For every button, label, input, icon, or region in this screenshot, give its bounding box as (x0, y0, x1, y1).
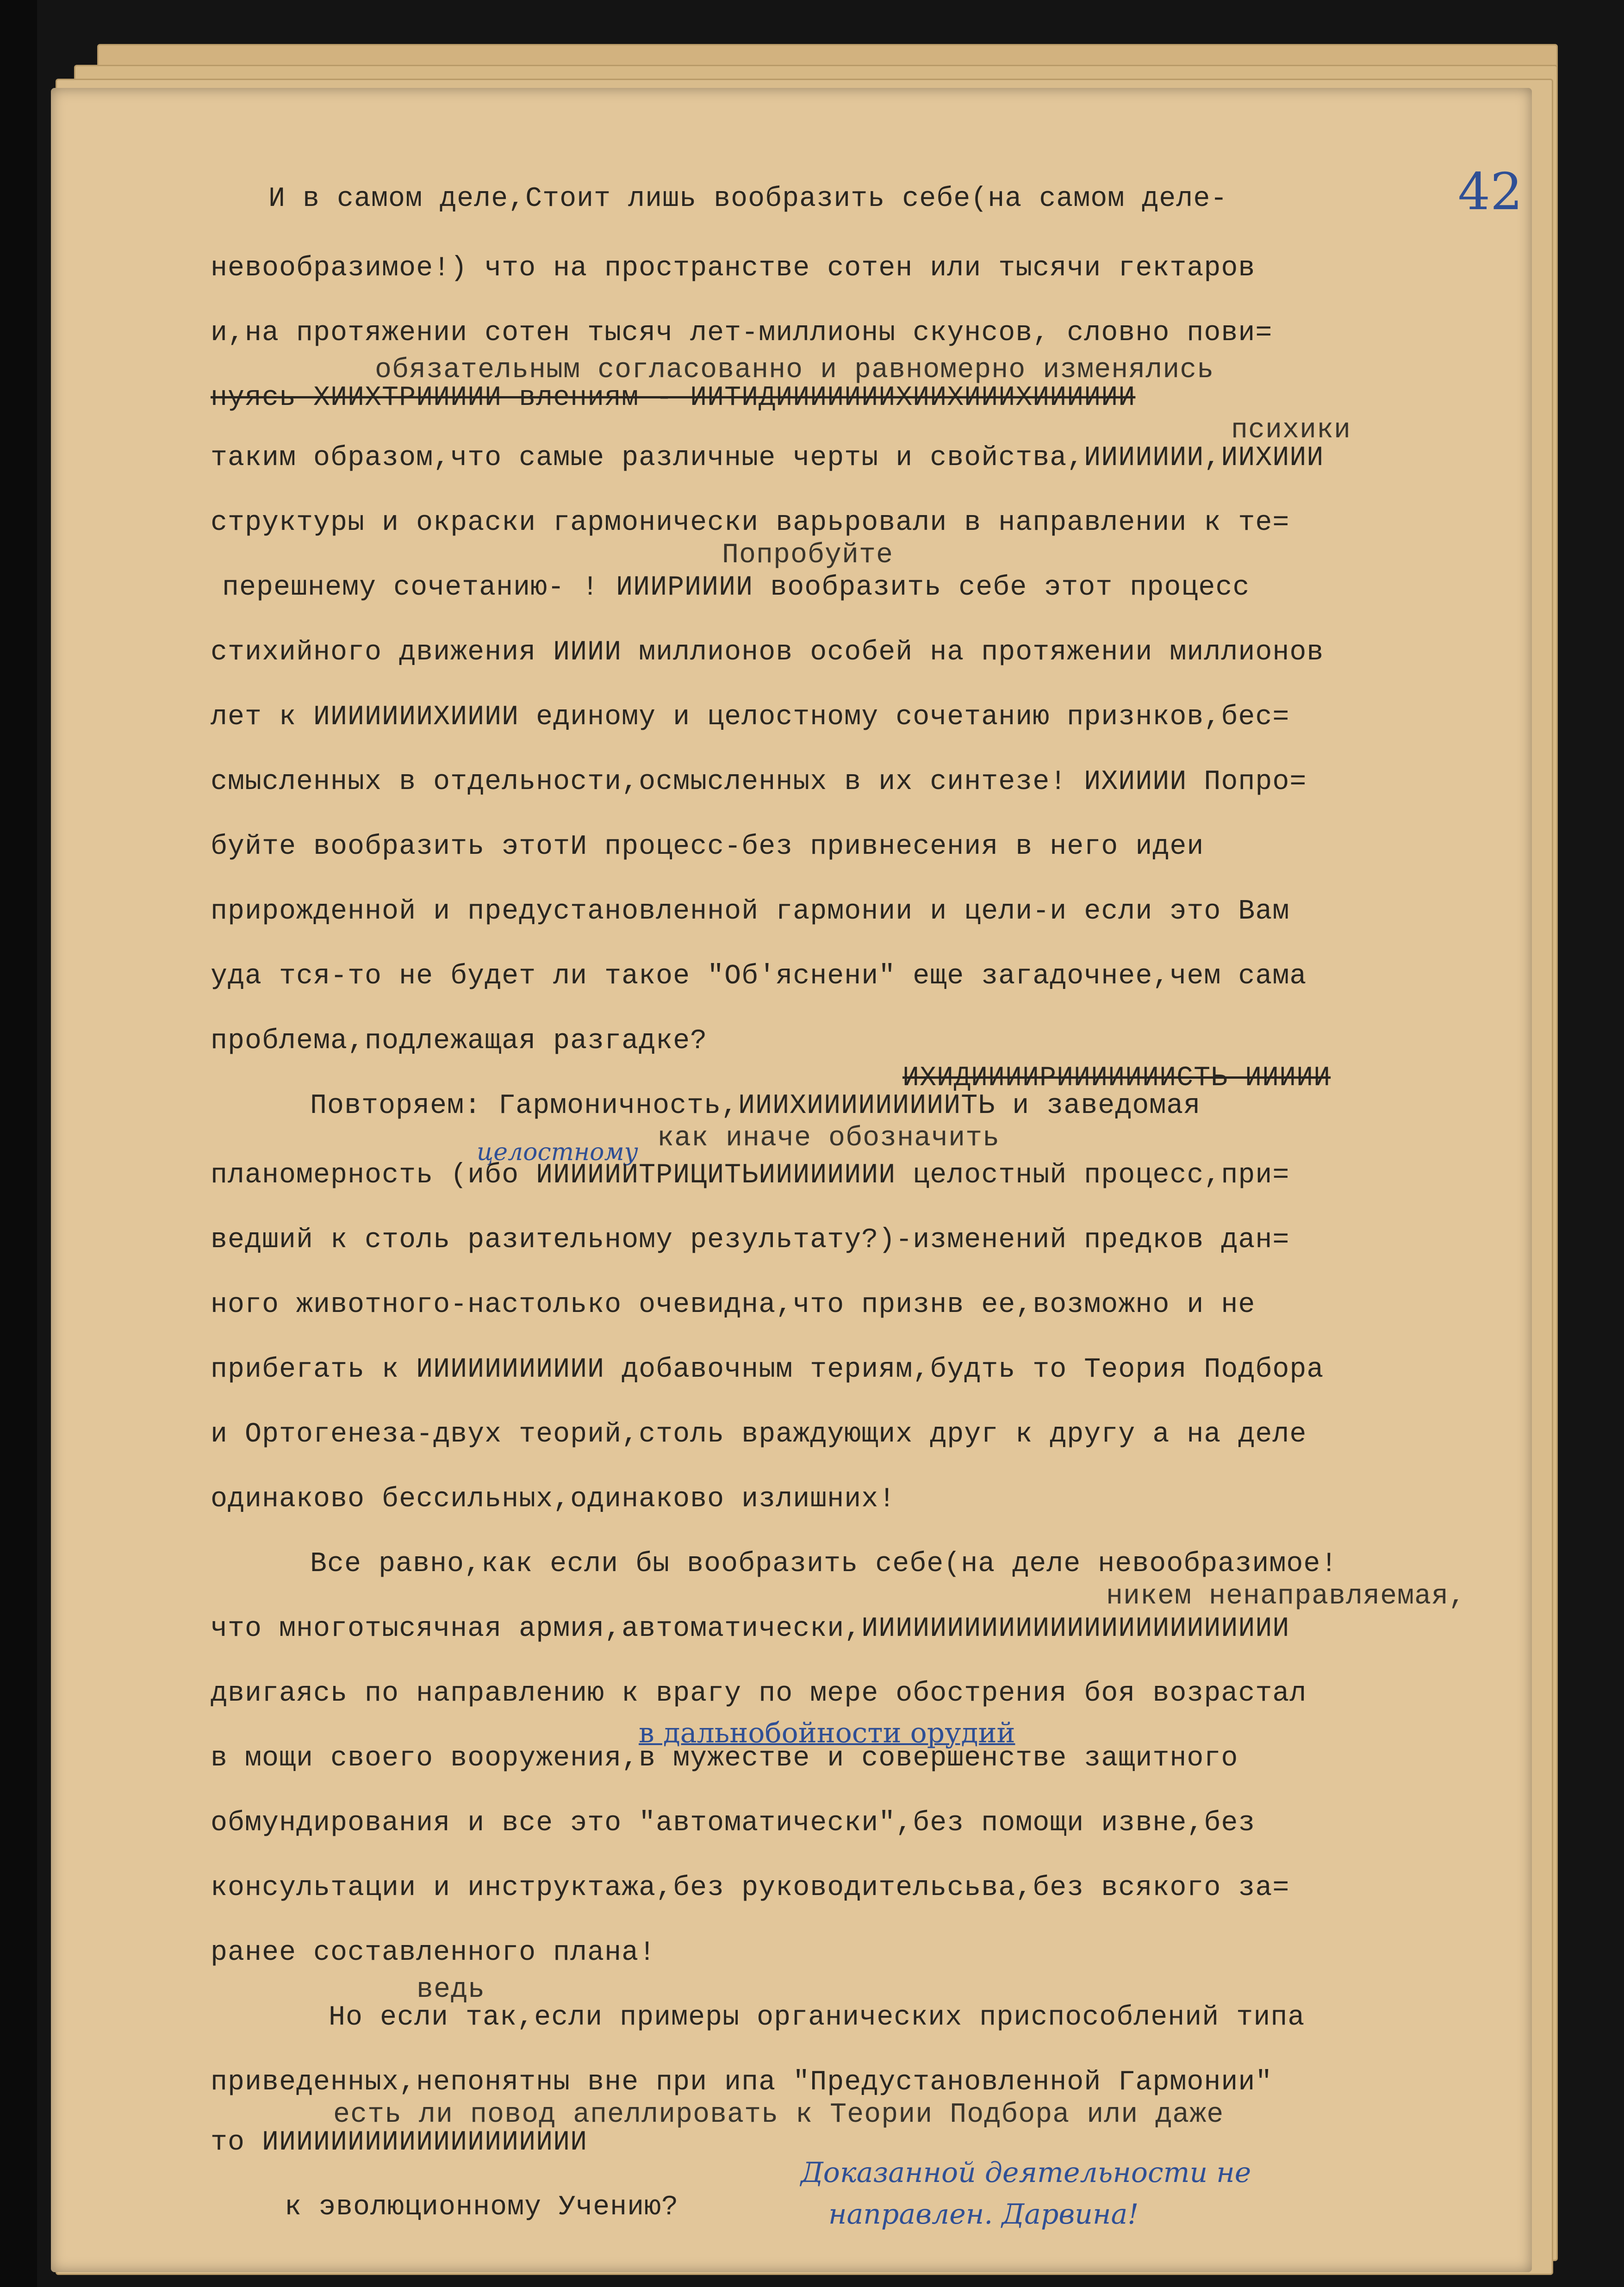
text-line-03: и,на протяжении сотен тысяч лет-миллионы скунсов, словно пови= (211, 317, 1273, 349)
text-line-11: стихийного движения ИИИИ миллионов особей на протяжении миллионов (211, 637, 1324, 668)
text-line-19: Повторяем: Гармоничность,ИИИХИИИИИИИИИТЬ и заведомая (310, 1090, 1201, 1122)
text-line-17: проблема,подлежащая разгадке? (211, 1025, 708, 1057)
text-line-24: прибегать к ИИИИИИИИИИИ добавочным териям,будть то Теория Подбора (211, 1354, 1324, 1386)
text-line-20-insert: как иначе обозначить (657, 1123, 1000, 1154)
text-line-28-insert: никем ненаправляемая, (1106, 1581, 1466, 1612)
text-line-38: приведенных,непонятны вне при ипа "Предустановленной Гармонии" (211, 2067, 1273, 2098)
text-line-08: структуры и окраски гармонически варьровали в направлении к те= (211, 507, 1290, 539)
text-line-34: консультации и инструктажа,без руководительсьва,без всякого за= (211, 1872, 1290, 1904)
text-line-37: Но если так,если примеры органических приспособлений типа (329, 2002, 1305, 2033)
text-line-25: и Ортогенеза-двух теорий,столь враждующих друг к другу а на деле (211, 1419, 1307, 1450)
text-line-14: буйте вообразить этотИ процесс-без привнесения в него идеи (211, 831, 1204, 863)
text-line-32: в мощи своего вооружения,в мужестве и совершенстве защитного (211, 1743, 1238, 1774)
text-line-05: нуясь ХИИХТРИИИИИ влениям - ИИТИДИИИИИИИХИИХИИИХИИИИИИ (211, 382, 1136, 414)
text-line-10: перешнему сочетанию- ! ИИИРИИИИ вообразить себе этот процесс (222, 572, 1250, 603)
text-line-18-insert: ИХИДИИИИРИИИИИИИСТЬ ИИИИИ (902, 1063, 1331, 1094)
handwritten-closing-note-1: Доказанной деятельности не (801, 2156, 1251, 2189)
text-line-29: что многотысячная армия,автоматически,ИИИИИИИИИИИИИИИИИИИИИИИИИ (211, 1613, 1290, 1645)
text-line-31-insert: в дальнобойности орудий (639, 1717, 1015, 1749)
text-line-16: уда тся-то не будет ли такое "Об'яснени" еще загадочнее,чем сама (211, 961, 1307, 992)
typed-page (51, 88, 1532, 2272)
text-line-26: одинаково бессильных,одинаково излишних! (211, 1484, 896, 1515)
text-line-39-insert: есть ли повод апеллировать к Теории Подбора или даже (333, 2099, 1224, 2131)
text-line-27: Все равно,как если бы вообразить себе(на деле невообразимое! (310, 1548, 1338, 1580)
text-line-02: невообразимое!) что на пространстве сотен или тысячи гектаров (211, 253, 1256, 284)
binder-edge (0, 0, 37, 2287)
text-line-33: обмундирования и все это "автоматически",без помощи извне,без (211, 1808, 1256, 1839)
text-line-21: планомерность (ибо ИИИИИИТРИЦИТЬИИИИИИИИ целостный процесс,при= (211, 1160, 1290, 1191)
text-line-35: ранее составленного плана! (211, 1937, 656, 1969)
handwritten-closing-note-2: направлен. Дарвина! (828, 2198, 1139, 2231)
text-line-01: И в самом деле,Стоит лишь вообразить себе(на самом деле- (268, 183, 1228, 215)
text-line-04-insert: обязательным согласованно и равномерно изменялись (375, 354, 1214, 386)
text-line-07: таким образом,что самые различные черты и свойства,ИИИИИИИ,ИИХИИИ (211, 442, 1324, 474)
text-line-23: ного животного-настолько очевидна,что признв ее,возможно и не (211, 1289, 1256, 1321)
page-number: 42 (1458, 162, 1523, 221)
text-line-12: лет к ИИИИИИИХИИИИ единому и целостному сочетанию признков,бес= (211, 702, 1290, 733)
handwritten-insert: целостному (477, 1138, 638, 1166)
text-line-30: двигаясь по направлению к врагу по мере обострения боя возрастал (211, 1678, 1307, 1709)
text-line-40: то ИИИИИИИИИИИИИИИИИИИ (211, 2127, 588, 2158)
text-line-22: ведший к столь разительному результату?)-изменений предков дан= (211, 1224, 1290, 1256)
text-line-06-insert: психики (1231, 415, 1351, 446)
text-line-09-insert: Попробуйте (722, 540, 894, 571)
text-line-41: к эволюционному Учению? (285, 2192, 679, 2223)
text-line-36-insert: ведь (417, 1974, 485, 2006)
text-line-13: смысленных в отдельности,осмысленных в их синтезе! ИХИИИИ Попро= (211, 766, 1307, 798)
text-line-15: прирожденной и предустановленной гармонии и цели-и если это Вам (211, 896, 1290, 927)
